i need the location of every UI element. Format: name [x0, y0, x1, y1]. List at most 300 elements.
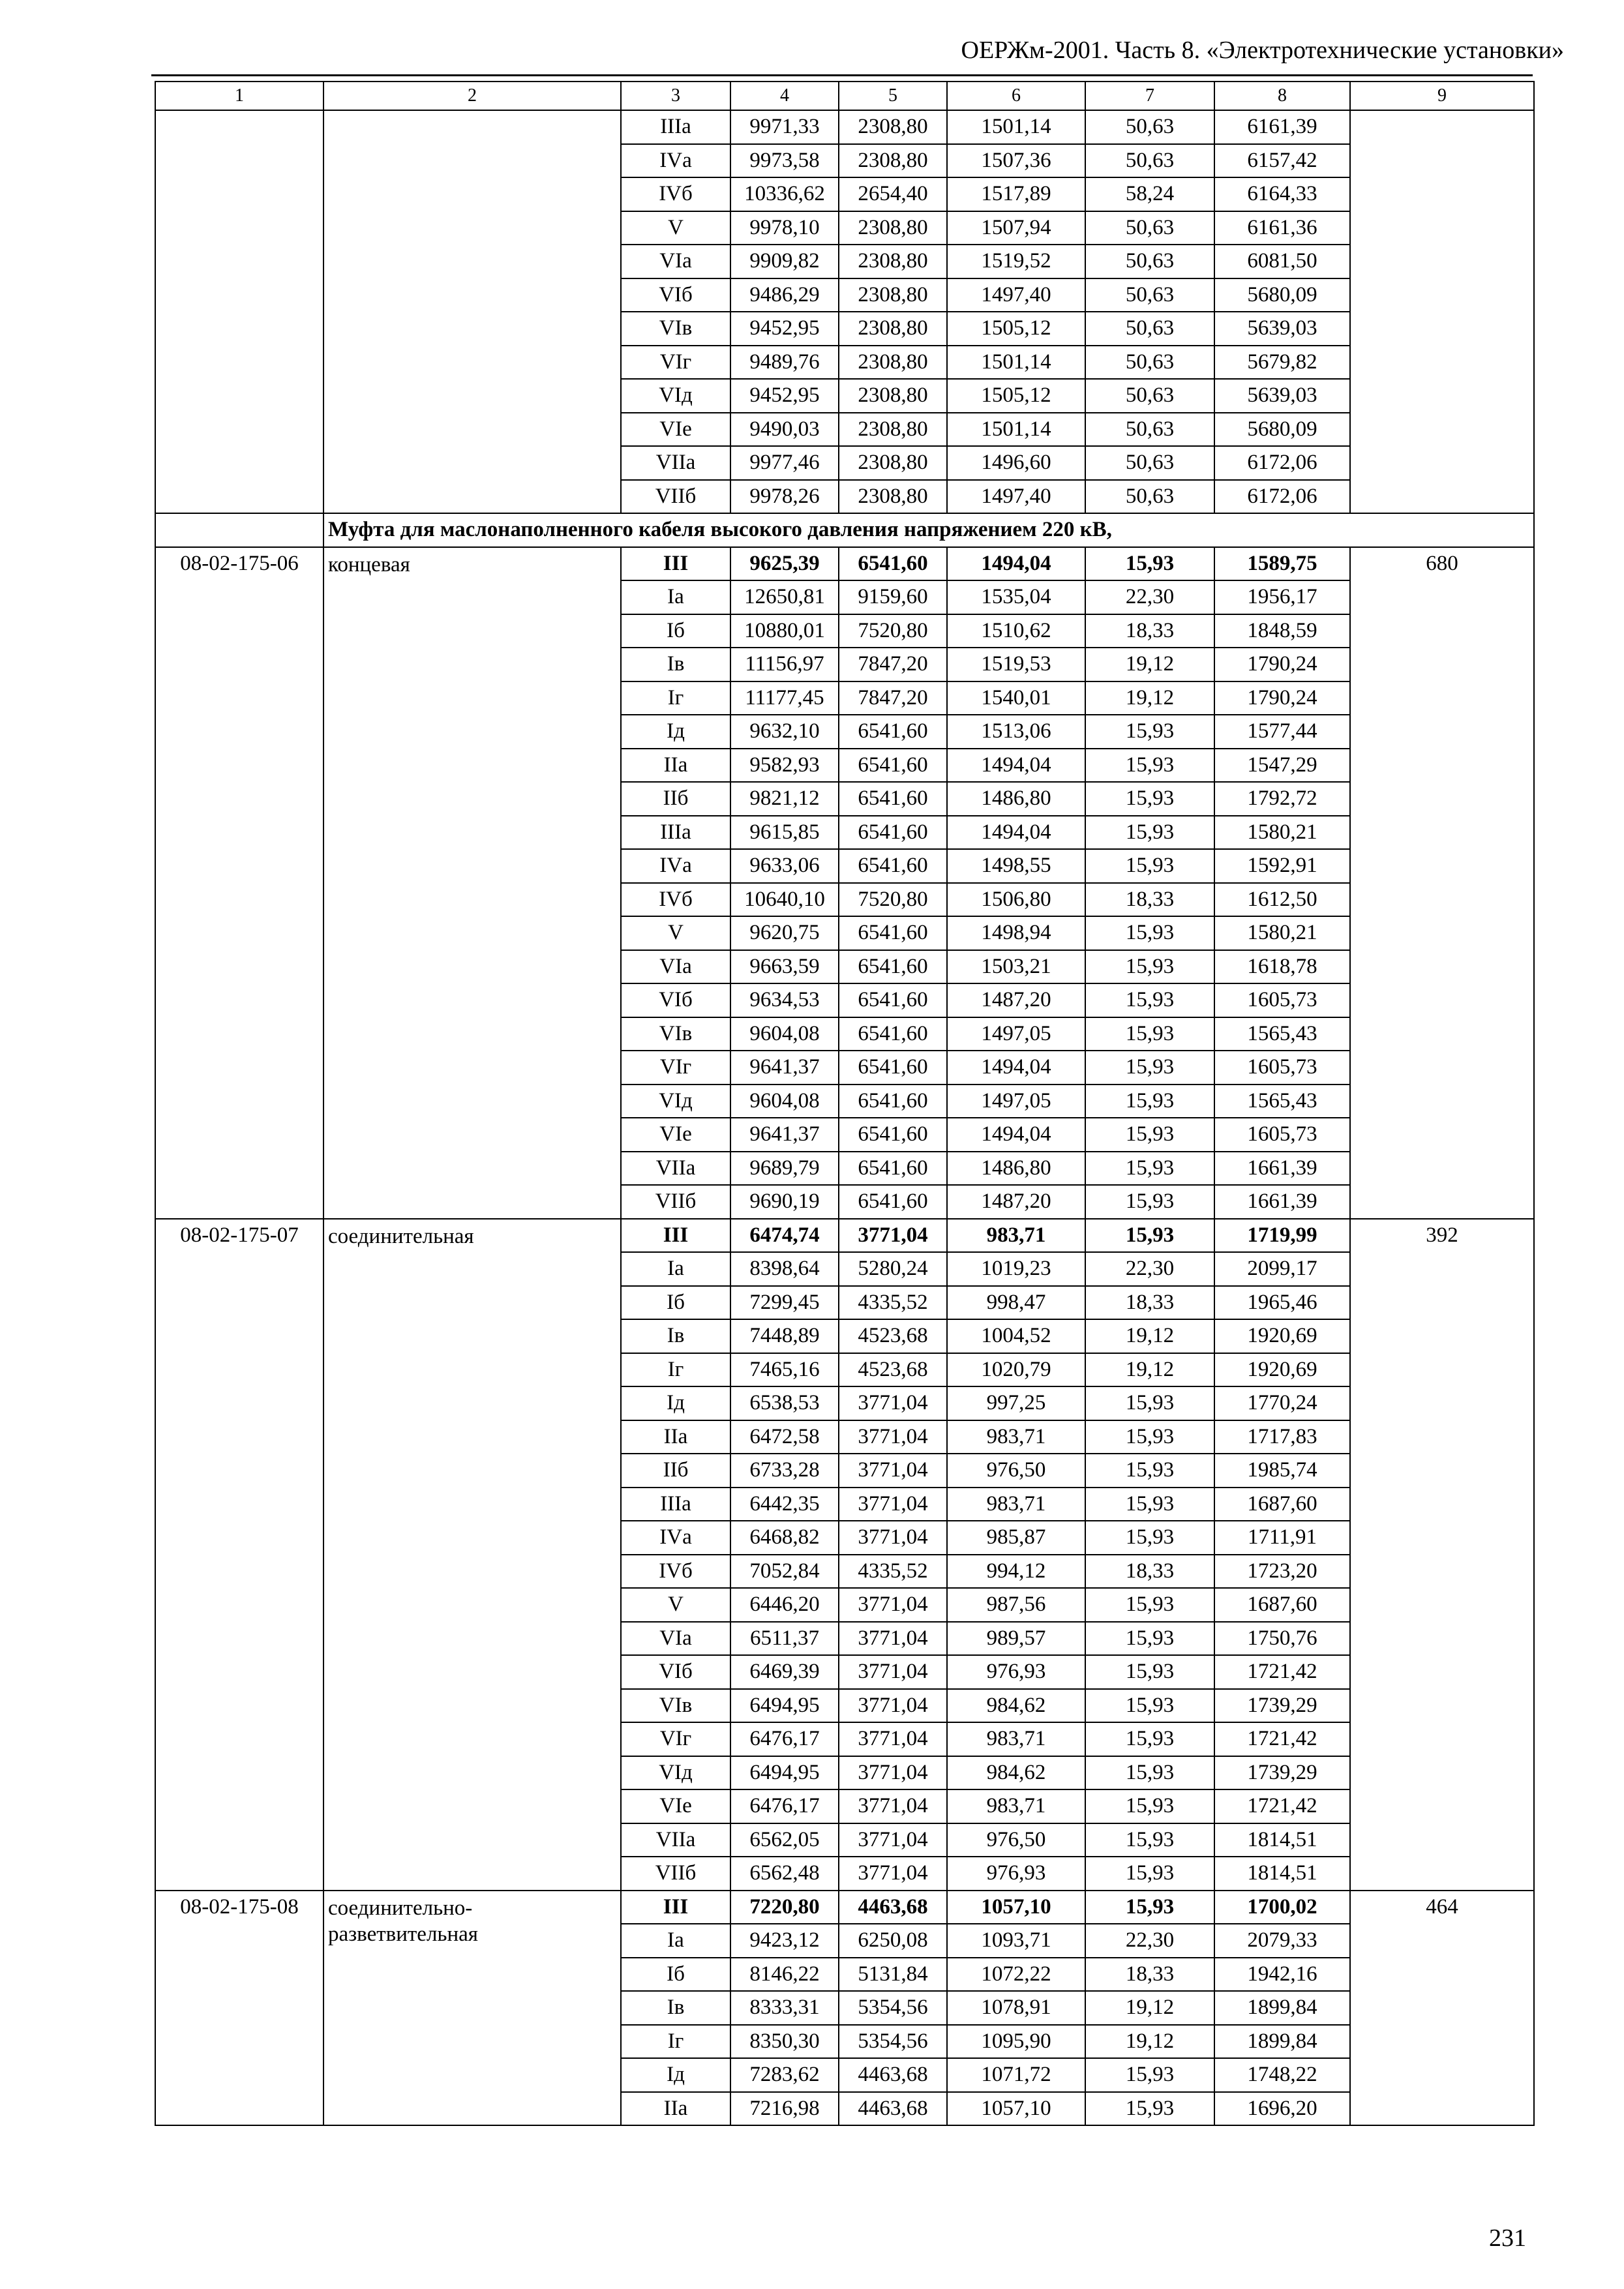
value-cell: 15,93	[1085, 1689, 1214, 1723]
value-cell: 5680,09	[1214, 413, 1350, 447]
value-cell: 2308,80	[839, 379, 947, 413]
value-cell: 987,56	[947, 1588, 1085, 1622]
value-cell: 3771,04	[839, 1622, 947, 1656]
value-cell: 15,93	[1085, 1185, 1214, 1219]
value-cell: 3771,04	[839, 1588, 947, 1622]
zone-cell: VIе	[621, 413, 730, 447]
value-cell: 50,63	[1085, 446, 1214, 480]
value-cell: 15,93	[1085, 1219, 1214, 1253]
value-cell: 50,63	[1085, 144, 1214, 178]
value-cell: 6442,35	[730, 1488, 839, 1521]
value-cell: 8350,30	[730, 2025, 839, 2059]
value-cell: 1790,24	[1214, 648, 1350, 681]
zone-cell: V	[621, 1588, 730, 1622]
value-cell: 1498,94	[947, 916, 1085, 950]
value-cell: 9978,10	[730, 211, 839, 245]
value-cell: 1501,14	[947, 413, 1085, 447]
value-cell: 983,71	[947, 1488, 1085, 1521]
value-cell: 5280,24	[839, 1252, 947, 1286]
zone-cell: IIа	[621, 1420, 730, 1454]
value-cell: 7220,80	[730, 1891, 839, 1924]
value-cell: 1494,04	[947, 547, 1085, 581]
value-cell: 976,93	[947, 1655, 1085, 1689]
value-cell: 1513,06	[947, 715, 1085, 749]
value-cell: 5354,56	[839, 2025, 947, 2059]
zone-cell: VIIб	[621, 480, 730, 514]
value-cell: 1687,60	[1214, 1488, 1350, 1521]
value-cell: 2308,80	[839, 278, 947, 312]
value-cell: 4463,68	[839, 1891, 947, 1924]
value-cell: 19,12	[1085, 648, 1214, 681]
value-cell: 15,93	[1085, 1118, 1214, 1152]
value-cell: 15,93	[1085, 950, 1214, 984]
value-cell: 2308,80	[839, 245, 947, 278]
value-cell: 3771,04	[839, 1488, 947, 1521]
table-body	[155, 82, 1534, 2125]
value-cell: 9423,12	[730, 1924, 839, 1958]
value-cell: 1019,23	[947, 1252, 1085, 1286]
zone-cell: IIа	[621, 2092, 730, 2126]
value-cell: 983,71	[947, 1722, 1085, 1756]
value-cell: 3771,04	[839, 1655, 947, 1689]
value-cell: 22,30	[1085, 580, 1214, 614]
value-cell: 1004,52	[947, 1319, 1085, 1353]
value-cell: 11177,45	[730, 681, 839, 715]
value-cell: 2099,17	[1214, 1252, 1350, 1286]
section-row	[155, 513, 1534, 547]
value-cell: 1589,75	[1214, 547, 1350, 581]
value-cell: 1612,50	[1214, 883, 1350, 917]
value-cell: 58,24	[1085, 177, 1214, 211]
value-cell: 1071,72	[947, 2058, 1085, 2092]
value-cell: 1505,12	[947, 379, 1085, 413]
value-cell: 9632,10	[730, 715, 839, 749]
zone-cell: Iв	[621, 648, 730, 681]
value-cell: 3771,04	[839, 1689, 947, 1723]
value-cell: 6562,48	[730, 1857, 839, 1891]
value-cell: 9452,95	[730, 379, 839, 413]
value-cell: 7847,20	[839, 681, 947, 715]
value-cell: 1535,04	[947, 580, 1085, 614]
value-cell: 15,93	[1085, 749, 1214, 783]
value-cell: 3771,04	[839, 1420, 947, 1454]
value-cell: 2308,80	[839, 446, 947, 480]
value-cell: 1605,73	[1214, 1118, 1350, 1152]
value-cell: 1792,72	[1214, 782, 1350, 816]
value-cell: 9978,26	[730, 480, 839, 514]
value-cell: 6494,95	[730, 1756, 839, 1790]
zone-cell: IIб	[621, 1454, 730, 1488]
value-cell: 7465,16	[730, 1353, 839, 1387]
value-cell: 5680,09	[1214, 278, 1350, 312]
value-cell: 1770,24	[1214, 1386, 1350, 1420]
zone-cell: III	[621, 1891, 730, 1924]
value-cell: 1487,20	[947, 1185, 1085, 1219]
value-cell: 3771,04	[839, 1521, 947, 1555]
value-cell: 1093,71	[947, 1924, 1085, 1958]
value-cell: 9641,37	[730, 1118, 839, 1152]
table-row	[155, 110, 1534, 144]
value-cell: 3771,04	[839, 1756, 947, 1790]
value-cell: 22,30	[1085, 1252, 1214, 1286]
value-cell: 1501,14	[947, 346, 1085, 380]
zone-cell: VIе	[621, 1118, 730, 1152]
value-cell: 15,93	[1085, 1051, 1214, 1085]
name-cell: соединительная	[323, 1219, 621, 1891]
value-cell: 9604,08	[730, 1085, 839, 1118]
zone-cell: VIв	[621, 1689, 730, 1723]
value-cell: 9489,76	[730, 346, 839, 380]
value-cell: 6081,50	[1214, 245, 1350, 278]
value-cell: 50,63	[1085, 379, 1214, 413]
value-cell: 1719,99	[1214, 1219, 1350, 1253]
value-cell: 15,93	[1085, 1454, 1214, 1488]
value-cell: 50,63	[1085, 312, 1214, 346]
value-cell: 1565,43	[1214, 1017, 1350, 1051]
zone-cell: III	[621, 547, 730, 581]
value-cell: 9604,08	[730, 1017, 839, 1051]
value-cell: 983,71	[947, 1420, 1085, 1454]
zone-cell: IVа	[621, 1521, 730, 1555]
value-cell: 1580,21	[1214, 816, 1350, 850]
value-cell: 1700,02	[1214, 1891, 1350, 1924]
value-cell: 1486,80	[947, 782, 1085, 816]
value-cell: 9977,46	[730, 446, 839, 480]
value-cell: 15,93	[1085, 983, 1214, 1017]
value-cell: 10640,10	[730, 883, 839, 917]
value-cell: 2308,80	[839, 144, 947, 178]
zone-cell: VIIа	[621, 1152, 730, 1186]
value-cell: 9821,12	[730, 782, 839, 816]
value-cell: 7520,80	[839, 883, 947, 917]
value-cell: 9159,60	[839, 580, 947, 614]
value-cell: 6538,53	[730, 1386, 839, 1420]
zone-cell: Iг	[621, 1353, 730, 1387]
value-cell: 1507,36	[947, 144, 1085, 178]
value-cell: 1592,91	[1214, 849, 1350, 883]
value-cell: 6541,60	[839, 1051, 947, 1085]
value-cell: 6541,60	[839, 749, 947, 783]
value-cell: 1519,52	[947, 245, 1085, 278]
value-cell: 4335,52	[839, 1555, 947, 1589]
zone-cell: Iа	[621, 1252, 730, 1286]
value-cell: 984,62	[947, 1689, 1085, 1723]
value-cell: 9641,37	[730, 1051, 839, 1085]
value-cell: 1748,22	[1214, 2058, 1350, 2092]
value-cell: 989,57	[947, 1622, 1085, 1656]
value-cell: 9690,19	[730, 1185, 839, 1219]
value-cell: 1899,84	[1214, 2025, 1350, 2059]
value-cell: 1496,60	[947, 446, 1085, 480]
column-number-row	[155, 82, 1534, 110]
value-cell: 15,93	[1085, 1386, 1214, 1420]
value-cell: 1519,53	[947, 648, 1085, 681]
value-cell: 50,63	[1085, 211, 1214, 245]
value-cell: 1717,83	[1214, 1420, 1350, 1454]
value-cell: 15,93	[1085, 1588, 1214, 1622]
value-cell: 3771,04	[839, 1857, 947, 1891]
value-cell: 15,93	[1085, 1789, 1214, 1823]
value-cell: 2308,80	[839, 110, 947, 144]
value-cell: 15,93	[1085, 1622, 1214, 1656]
value-cell: 15,93	[1085, 782, 1214, 816]
value-cell: 6172,06	[1214, 480, 1350, 514]
column-number: 5	[839, 82, 947, 110]
value-cell: 1661,39	[1214, 1185, 1350, 1219]
value-cell: 1687,60	[1214, 1588, 1350, 1622]
value-cell: 7283,62	[730, 2058, 839, 2092]
value-cell: 1661,39	[1214, 1152, 1350, 1186]
value-cell: 15,93	[1085, 1655, 1214, 1689]
zone-cell: IIа	[621, 749, 730, 783]
zone-cell: VIIб	[621, 1185, 730, 1219]
value-cell: 15,93	[1085, 2092, 1214, 2126]
value-cell: 1506,80	[947, 883, 1085, 917]
value-cell: 983,71	[947, 1789, 1085, 1823]
value-cell: 1501,14	[947, 110, 1085, 144]
value-cell: 15,93	[1085, 1722, 1214, 1756]
zone-cell: IVа	[621, 144, 730, 178]
value-cell: 50,63	[1085, 278, 1214, 312]
value-cell: 5639,03	[1214, 379, 1350, 413]
value-cell: 1494,04	[947, 749, 1085, 783]
value-cell: 1494,04	[947, 1118, 1085, 1152]
value-cell: 1814,51	[1214, 1823, 1350, 1857]
zone-cell: IVб	[621, 177, 730, 211]
value-cell: 19,12	[1085, 2025, 1214, 2059]
value-cell: 1494,04	[947, 816, 1085, 850]
value-cell: 1507,94	[947, 211, 1085, 245]
value-cell: 4463,68	[839, 2058, 947, 2092]
value-cell: 9634,53	[730, 983, 839, 1017]
value-cell: 6541,60	[839, 849, 947, 883]
zone-cell: VIIа	[621, 446, 730, 480]
value-cell: 15,93	[1085, 1085, 1214, 1118]
value-cell: 1618,78	[1214, 950, 1350, 984]
column-number: 7	[1085, 82, 1214, 110]
value-cell: 1510,62	[947, 614, 1085, 648]
value-cell: 6541,60	[839, 916, 947, 950]
zone-cell: VIа	[621, 245, 730, 278]
value-cell: 1605,73	[1214, 1051, 1350, 1085]
value-cell: 15,93	[1085, 547, 1214, 581]
value-cell: 50,63	[1085, 413, 1214, 447]
value-cell: 1505,12	[947, 312, 1085, 346]
zone-cell: IIIа	[621, 816, 730, 850]
value-cell: 3771,04	[839, 1454, 947, 1488]
zone-cell: IIб	[621, 782, 730, 816]
value-cell: 18,33	[1085, 614, 1214, 648]
value-cell: 4463,68	[839, 2092, 947, 2126]
value-cell: 5679,82	[1214, 346, 1350, 380]
value-cell: 1547,29	[1214, 749, 1350, 783]
value-cell: 6494,95	[730, 1689, 839, 1723]
value-cell: 1095,90	[947, 2025, 1085, 2059]
value-cell: 6472,58	[730, 1420, 839, 1454]
page-header: ОЕРЖм-2001. Часть 8. «Электротехнические установки»	[961, 37, 1564, 64]
code-cell: 08-02-175-06	[155, 547, 323, 1219]
value-cell: 9625,39	[730, 547, 839, 581]
value-cell: 1497,40	[947, 278, 1085, 312]
value-cell: 15,93	[1085, 2058, 1214, 2092]
value-cell: 1498,55	[947, 849, 1085, 883]
value-cell: 1497,05	[947, 1085, 1085, 1118]
value-cell: 1750,76	[1214, 1622, 1350, 1656]
zone-cell: IVа	[621, 849, 730, 883]
zone-cell: VIе	[621, 1789, 730, 1823]
value-cell: 997,25	[947, 1386, 1085, 1420]
zone-cell: VIа	[621, 950, 730, 984]
col9-cell: 464	[1350, 1891, 1534, 2126]
value-cell: 2079,33	[1214, 1924, 1350, 1958]
value-cell: 3771,04	[839, 1789, 947, 1823]
column-number: 6	[947, 82, 1085, 110]
value-cell: 1848,59	[1214, 614, 1350, 648]
zone-cell: Iг	[621, 2025, 730, 2059]
value-cell: 9973,58	[730, 144, 839, 178]
value-cell: 7299,45	[730, 1286, 839, 1320]
code-cell: 08-02-175-07	[155, 1219, 323, 1891]
value-cell: 15,93	[1085, 1857, 1214, 1891]
value-cell: 1739,29	[1214, 1756, 1350, 1790]
value-cell: 6161,36	[1214, 211, 1350, 245]
zone-cell: IIIа	[621, 110, 730, 144]
zone-cell: Iг	[621, 681, 730, 715]
value-cell: 15,93	[1085, 1756, 1214, 1790]
value-cell: 4523,68	[839, 1353, 947, 1387]
value-cell: 7216,98	[730, 2092, 839, 2126]
value-cell: 1503,21	[947, 950, 1085, 984]
zone-cell: VIд	[621, 379, 730, 413]
value-cell: 1711,91	[1214, 1521, 1350, 1555]
section-title: Муфта для маслонаполненного кабеля высокого давления напряжением 220 кВ,	[323, 513, 1534, 547]
zone-cell: Iд	[621, 715, 730, 749]
value-cell: 1497,40	[947, 480, 1085, 514]
value-cell: 7847,20	[839, 648, 947, 681]
zone-cell: Iв	[621, 1319, 730, 1353]
name-cell: соединительно-разветвительная	[323, 1891, 621, 2126]
col9-cell	[1350, 110, 1534, 513]
column-number: 2	[323, 82, 621, 110]
value-cell: 1920,69	[1214, 1319, 1350, 1353]
value-cell: 50,63	[1085, 245, 1214, 278]
zone-cell: VIа	[621, 1622, 730, 1656]
value-cell: 6541,60	[839, 1085, 947, 1118]
value-cell: 8398,64	[730, 1252, 839, 1286]
value-cell: 6541,60	[839, 816, 947, 850]
value-cell: 1965,46	[1214, 1286, 1350, 1320]
code-cell	[155, 110, 323, 513]
value-cell: 1721,42	[1214, 1655, 1350, 1689]
price-table	[155, 81, 1535, 2126]
value-cell: 976,50	[947, 1823, 1085, 1857]
header-rule	[151, 74, 1533, 76]
value-cell: 1920,69	[1214, 1353, 1350, 1387]
zone-cell: VIг	[621, 1722, 730, 1756]
name-cell: концевая	[323, 547, 621, 1219]
zone-cell: IIIа	[621, 1488, 730, 1521]
value-cell: 4523,68	[839, 1319, 947, 1353]
zone-cell: IVб	[621, 1555, 730, 1589]
zone-cell: Iа	[621, 580, 730, 614]
value-cell: 1721,42	[1214, 1722, 1350, 1756]
zone-cell: Iд	[621, 1386, 730, 1420]
value-cell: 18,33	[1085, 883, 1214, 917]
value-cell: 6446,20	[730, 1588, 839, 1622]
value-cell: 19,12	[1085, 1991, 1214, 2025]
table-row	[155, 547, 1534, 581]
value-cell: 15,93	[1085, 816, 1214, 850]
value-cell: 6541,60	[839, 547, 947, 581]
col9-cell: 392	[1350, 1219, 1534, 1891]
value-cell: 19,12	[1085, 1353, 1214, 1387]
table-row	[155, 1891, 1534, 1924]
zone-cell: Iб	[621, 1958, 730, 1992]
column-number: 8	[1214, 82, 1350, 110]
section-spacer	[155, 513, 323, 547]
value-cell: 3771,04	[839, 1722, 947, 1756]
value-cell: 7520,80	[839, 614, 947, 648]
value-cell: 15,93	[1085, 1017, 1214, 1051]
value-cell: 5354,56	[839, 1991, 947, 2025]
value-cell: 50,63	[1085, 346, 1214, 380]
value-cell: 1565,43	[1214, 1085, 1350, 1118]
value-cell: 6511,37	[730, 1622, 839, 1656]
code-cell: 08-02-175-08	[155, 1891, 323, 2126]
value-cell: 11156,97	[730, 648, 839, 681]
zone-cell: Iд	[621, 2058, 730, 2092]
value-cell: 1057,10	[947, 1891, 1085, 1924]
column-number: 4	[730, 82, 839, 110]
zone-cell: VIб	[621, 278, 730, 312]
value-cell: 50,63	[1085, 480, 1214, 514]
value-cell: 2308,80	[839, 211, 947, 245]
value-cell: 15,93	[1085, 1891, 1214, 1924]
table-row	[155, 1219, 1534, 1253]
value-cell: 6541,60	[839, 1185, 947, 1219]
value-cell: 6562,05	[730, 1823, 839, 1857]
zone-cell: VIб	[621, 983, 730, 1017]
value-cell: 3771,04	[839, 1823, 947, 1857]
value-cell: 1580,21	[1214, 916, 1350, 950]
value-cell: 1605,73	[1214, 983, 1350, 1017]
column-number: 3	[621, 82, 730, 110]
value-cell: 1942,16	[1214, 1958, 1350, 1992]
value-cell: 3771,04	[839, 1386, 947, 1420]
value-cell: 2308,80	[839, 312, 947, 346]
value-cell: 985,87	[947, 1521, 1085, 1555]
value-cell: 6468,82	[730, 1521, 839, 1555]
zone-cell: Iб	[621, 1286, 730, 1320]
value-cell: 1497,05	[947, 1017, 1085, 1051]
value-cell: 9452,95	[730, 312, 839, 346]
value-cell: 6164,33	[1214, 177, 1350, 211]
value-cell: 6541,60	[839, 715, 947, 749]
zone-cell: VIг	[621, 1051, 730, 1085]
zone-cell: VIг	[621, 346, 730, 380]
value-cell: 9486,29	[730, 278, 839, 312]
value-cell: 1723,20	[1214, 1555, 1350, 1589]
value-cell: 9971,33	[730, 110, 839, 144]
value-cell: 1540,01	[947, 681, 1085, 715]
zone-cell: VIв	[621, 1017, 730, 1051]
value-cell: 15,93	[1085, 1823, 1214, 1857]
value-cell: 1072,22	[947, 1958, 1085, 1992]
value-cell: 19,12	[1085, 1319, 1214, 1353]
zone-cell: VIIа	[621, 1823, 730, 1857]
name-cell	[323, 110, 621, 513]
zone-cell: VIд	[621, 1085, 730, 1118]
